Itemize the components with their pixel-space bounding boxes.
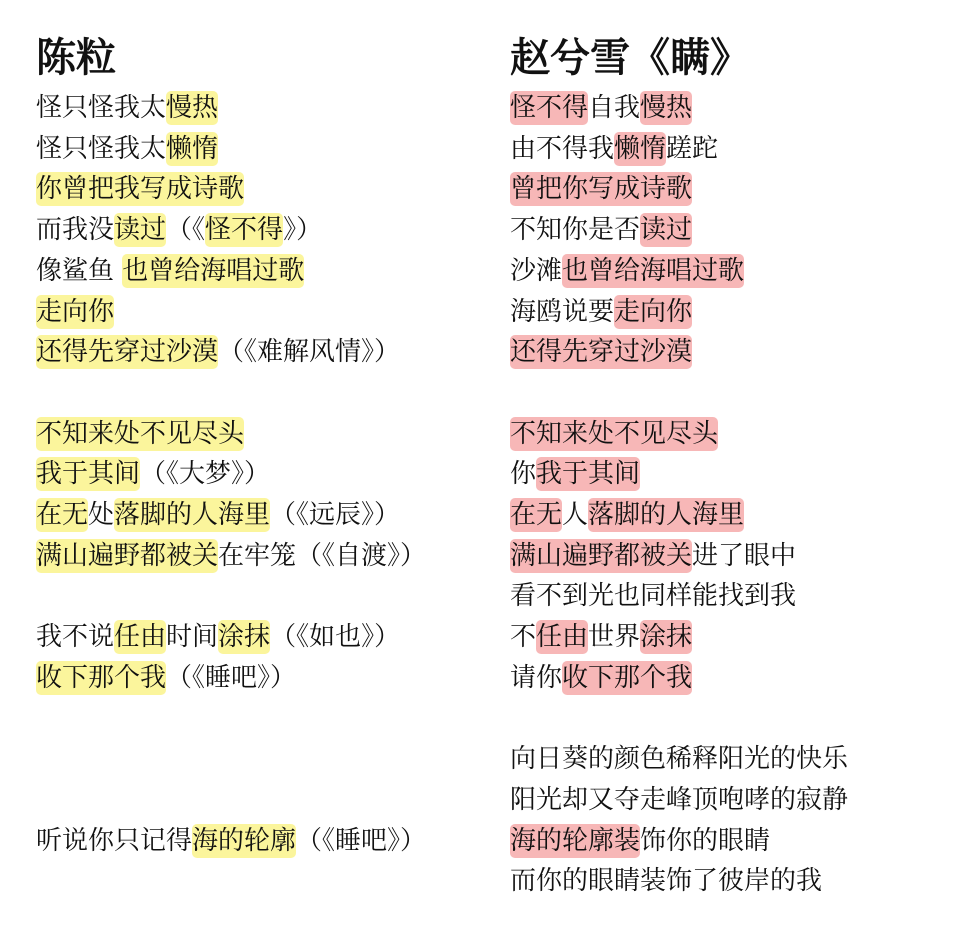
right-lyric-line: [510, 414, 718, 454]
highlighted-phrase: 还得先穿过沙漠: [36, 337, 219, 368]
right-lyric-line: [510, 739, 848, 779]
lyric-text: 请你: [510, 662, 563, 693]
left-lyric-line: [36, 292, 114, 332]
highlighted-phrase: 走向你: [614, 296, 693, 327]
lyric-text: 不知你是否: [510, 215, 641, 246]
highlighted-phrase: 怪不得: [205, 215, 284, 246]
lyric-text: 怪只怪我太: [36, 133, 167, 164]
highlighted-phrase: 不知来处不见尽头: [36, 418, 245, 449]
lyric-text: 海鸥说要: [510, 296, 615, 327]
right-lyric-line: [510, 495, 744, 535]
lyric-text: （《难解风情》）: [218, 337, 401, 368]
highlighted-phrase: 怪不得: [510, 93, 589, 123]
highlighted-phrase: 懒惰: [166, 133, 219, 164]
lyric-text: 由不得我: [510, 133, 615, 164]
lyric-text: （《睡吧》）: [296, 825, 427, 856]
highlighted-phrase: 海的轮廓装: [510, 825, 641, 856]
highlighted-phrase: 收下那个我: [36, 662, 167, 693]
left-lyric-line: [36, 821, 426, 861]
lyric-text: （《如也》）: [270, 622, 401, 653]
highlighted-phrase: 我于其间: [36, 459, 141, 490]
right-lyric-line: [510, 169, 692, 209]
left-lyric-line: [36, 658, 296, 698]
highlighted-phrase: 在无: [36, 500, 89, 530]
right-lyric-line: [510, 454, 640, 494]
right-lyric-line: [510, 536, 796, 576]
highlighted-phrase: 落脚的人海里: [114, 500, 271, 530]
highlighted-phrase: 满山遍野都被关: [510, 540, 693, 571]
left-lyric-line: [36, 617, 400, 657]
highlighted-phrase: 也曾给海唱过歌: [122, 255, 305, 286]
lyric-text: 时间: [166, 622, 219, 653]
lyric-text: 我不说: [36, 622, 115, 653]
highlighted-phrase: 曾把你写成诗歌: [510, 174, 693, 205]
right-lyric-line: [510, 576, 796, 616]
lyric-text: 在牢笼（《自渡》）: [218, 540, 427, 571]
highlighted-phrase: 读过: [640, 215, 693, 246]
lyric-text: 阳光却又夺走峰顶咆哮的寂静: [510, 784, 849, 815]
right-lyric-line: [510, 210, 692, 250]
lyric-text: （《睡吧》）: [166, 662, 297, 693]
right-lyric-line: [510, 292, 692, 332]
left-lyric-line: [36, 414, 244, 454]
lyric-text: （《大梦》）: [140, 459, 271, 490]
lyric-text: 蹉跎: [666, 133, 719, 164]
lyric-text: 自我: [588, 93, 641, 123]
lyric-text: 》）: [283, 215, 323, 246]
lyric-text: 看不到光也同样能找到我: [510, 581, 797, 612]
lyric-text: 进了眼中: [692, 540, 797, 571]
highlighted-phrase: 涂抹: [640, 622, 693, 653]
highlighted-phrase: 我于其间: [536, 459, 641, 490]
highlighted-phrase: 你曾把我写成诗歌: [36, 174, 245, 205]
lyric-text: 听说你只记得: [36, 825, 193, 856]
lyric-text: 怪只怪我太: [36, 93, 167, 123]
lyric-text: 你: [510, 459, 537, 490]
highlighted-phrase: 任由: [536, 622, 589, 653]
right-lyric-line: [510, 821, 770, 861]
lyric-text: 处: [88, 500, 115, 530]
highlighted-phrase: 收下那个我: [562, 662, 693, 693]
right-lyric-line: [510, 780, 848, 820]
lyric-text: 而你的眼睛装饰了彼岸的我: [510, 866, 823, 897]
lyric-text: 饰你的眼睛: [640, 825, 771, 856]
left-lyric-line: [36, 88, 218, 128]
lyric-text: 而我没: [36, 215, 115, 246]
left-lyric-line: [36, 495, 400, 535]
lyric-text: 不: [510, 622, 537, 653]
left-lyric-line: [36, 129, 218, 169]
lyric-text: （《远辰》）: [270, 500, 401, 530]
right-lyric-line: [510, 617, 692, 657]
lyric-text: 世界: [588, 622, 641, 653]
highlighted-phrase: 海的轮廓: [192, 825, 297, 856]
left-lyric-line: [36, 454, 270, 494]
highlighted-phrase: 也曾给海唱过歌: [562, 255, 745, 286]
lyric-text: （《: [166, 215, 206, 246]
right-lyric-line: [510, 88, 692, 128]
left-lyric-line: [36, 536, 426, 576]
lyric-text: 向日葵的颜色稀释阳光的快乐: [510, 744, 849, 775]
highlighted-phrase: 慢热: [640, 93, 693, 123]
left-lyric-line: [36, 251, 304, 291]
left-column-title: 陈粒: [36, 35, 116, 81]
right-lyric-line: [510, 129, 718, 169]
right-lyric-line: [510, 332, 692, 372]
highlighted-phrase: 任由: [114, 622, 167, 653]
highlighted-phrase: 懒惰: [614, 133, 667, 164]
lyric-text: 人: [562, 500, 589, 530]
highlighted-phrase: 读过: [114, 215, 167, 246]
highlighted-phrase: 涂抹: [218, 622, 271, 653]
lyric-text: 沙滩: [510, 255, 563, 286]
highlighted-phrase: 不知来处不见尽头: [510, 418, 719, 449]
left-lyric-line: [36, 332, 400, 372]
left-lyric-line: [36, 210, 322, 250]
highlighted-phrase: 还得先穿过沙漠: [510, 337, 693, 368]
highlighted-phrase: 满山遍野都被关: [36, 540, 219, 571]
lyric-text: 像鲨鱼: [36, 255, 123, 286]
highlighted-phrase: 在无: [510, 500, 563, 530]
highlighted-phrase: 落脚的人海里: [588, 500, 745, 530]
highlighted-phrase: 慢热: [166, 93, 219, 123]
right-lyric-line: [510, 658, 692, 698]
highlighted-phrase: 走向你: [36, 296, 115, 327]
right-lyric-line: [510, 861, 822, 901]
right-lyric-line: [510, 251, 744, 291]
left-lyric-line: [36, 169, 244, 209]
right-column-title: 赵兮雪《瞒》: [510, 35, 750, 81]
